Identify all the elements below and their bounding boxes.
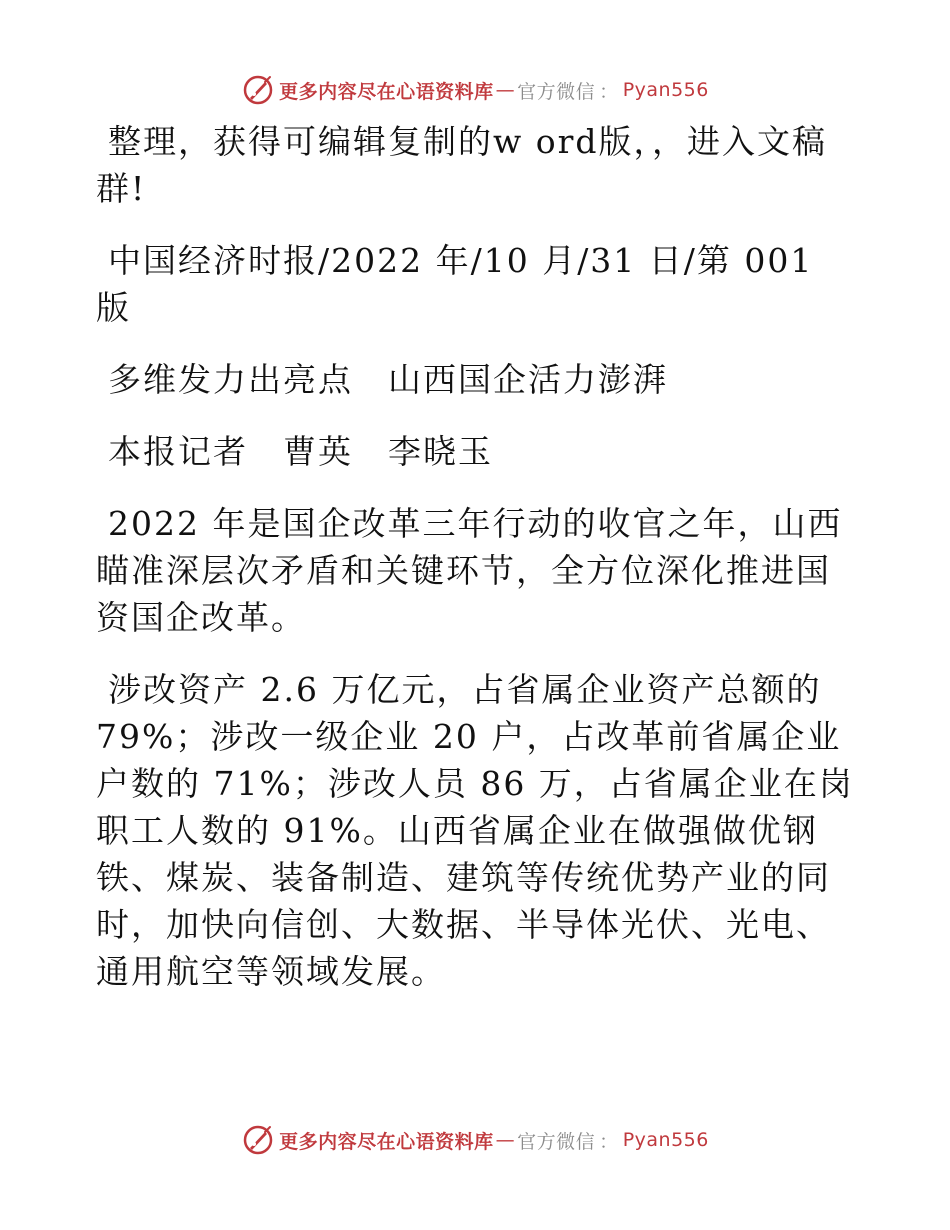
watermark-wechat-id: Pyan556 [622, 1129, 709, 1151]
quill-seal-icon [241, 1123, 275, 1157]
watermark-dash: — [495, 79, 516, 101]
source-line: 中国经济时报/2022 年/10 月/31 日/第 001 版 [96, 241, 814, 327]
body-paragraph-1: 2022 年是国企改革三年行动的收官之年，山西瞄准深层次矛盾和关键环节，全方位深化推进国资国企改革。 [96, 504, 843, 637]
watermark-colon: ： [599, 1130, 619, 1153]
body-paragraph-2: 涉改资产 2.6 万亿元，占省属企业资产总额的 79%；涉改一级企业 20 户，占改革前省属企业户数的 71%；涉改人员 86 万，占省属企业在岗职工人数的 91%。山西省属企业在做强做优钢铁、煤炭、装备制造、建筑等传统优势产业的同时，加快向信创、大数据、半导体光伏、光电、通用航空等领域发展。 [96, 670, 854, 991]
watermark-footer [0, 1120, 950, 1160]
watermark-wechat-id: Pyan556 [622, 79, 709, 101]
byline: 本报记者 曹英 李晓玉 [108, 432, 493, 471]
document-body [96, 118, 856, 1020]
watermark-brand: 更多内容尽在心语资料库 [279, 80, 494, 103]
article-title: 多维发力出亮点 山西国企活力澎湃 [108, 360, 668, 399]
watermark-brand: 更多内容尽在心语资料库 [279, 1130, 494, 1153]
watermark-dash: — [495, 1129, 516, 1151]
watermark-colon: ： [599, 80, 619, 103]
intro-note: 整理，获得可编辑复制的w ord版，，进入文稿群! [96, 122, 828, 208]
watermark-header [0, 70, 950, 110]
watermark-official-label: 官方微信 [517, 1130, 596, 1153]
watermark-official-label: 官方微信 [517, 80, 596, 103]
quill-seal-icon [241, 73, 275, 107]
